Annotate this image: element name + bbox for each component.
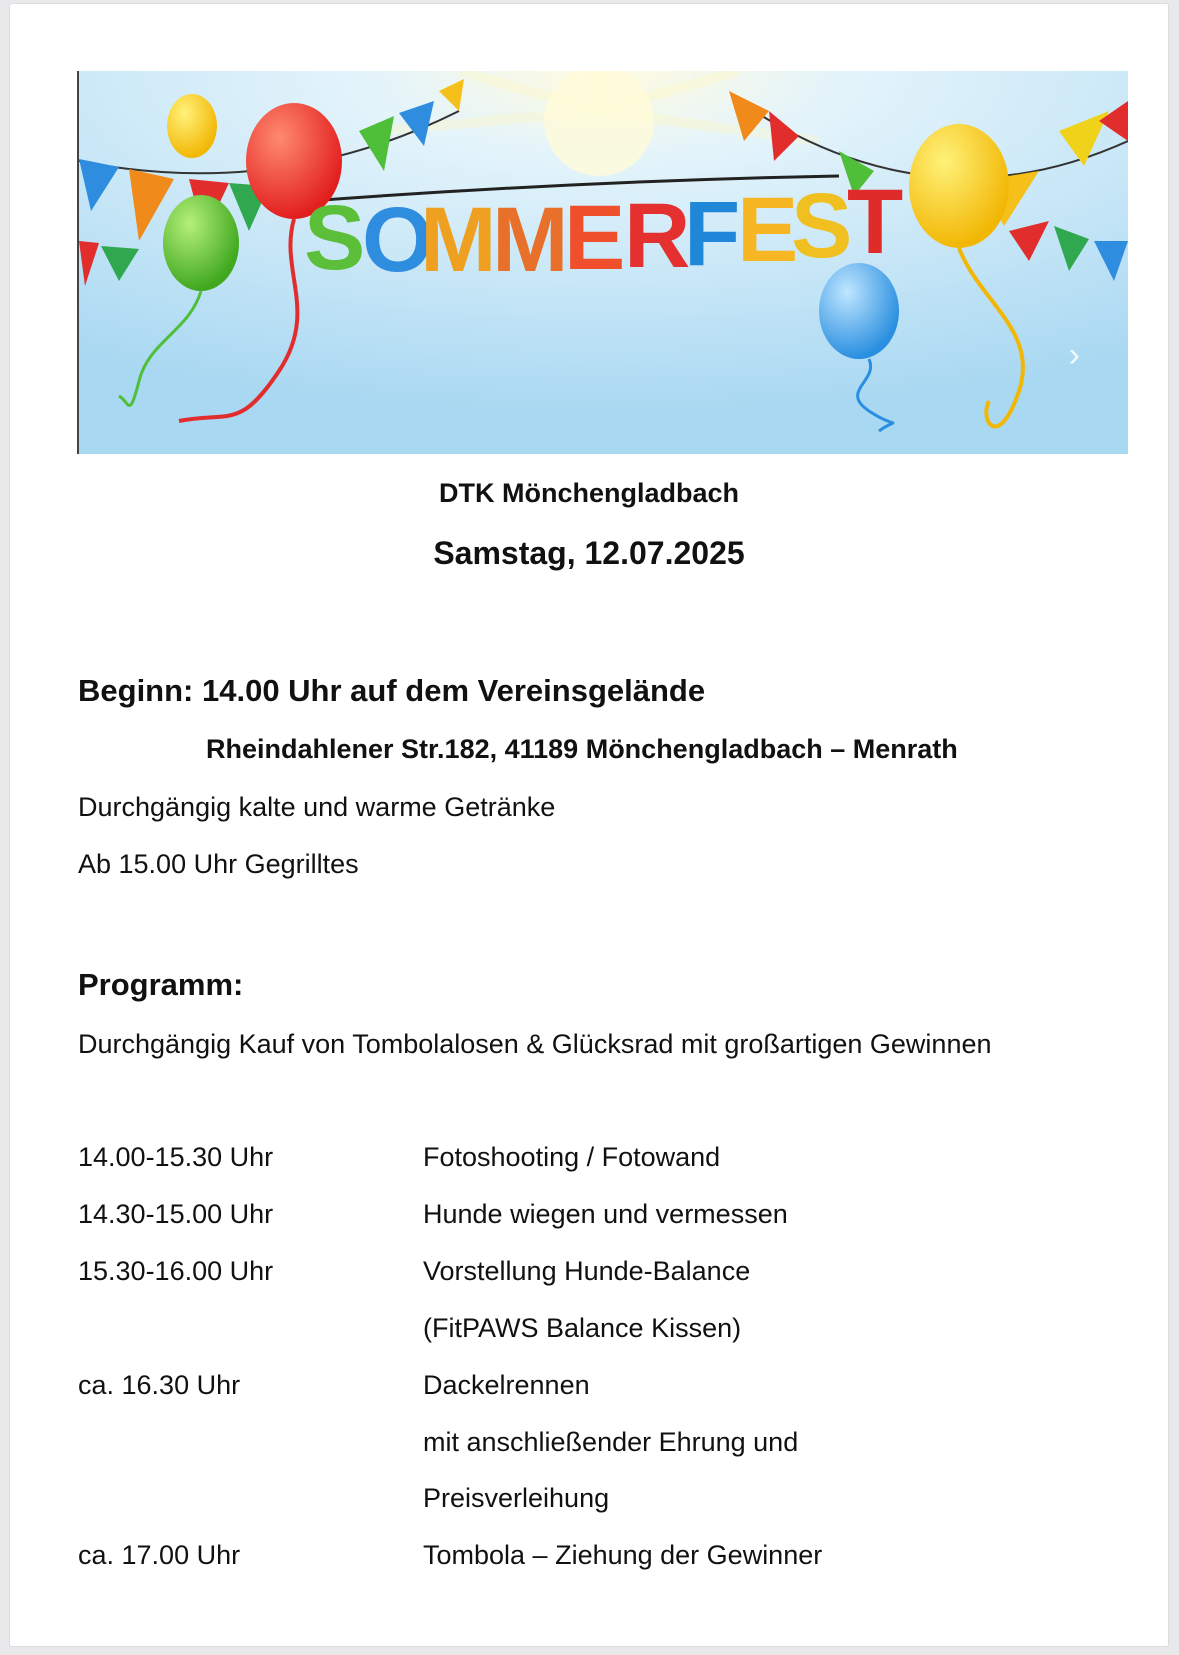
organisation-name: DTK Mönchengladbach: [438, 478, 739, 508]
schedule-activity-detail: Preisverleihung: [423, 1483, 610, 1513]
grill-info: Ab 15.00 Uhr Gegrilltes: [78, 849, 359, 879]
venue-address: Rheindahlener Str.182, 41189 Mönchengladbach – Menrath: [206, 734, 958, 764]
begin-time: Beginn: 14.00 Uhr auf dem Vereinsgelände: [78, 673, 706, 708]
schedule-time: 14.00-15.30 Uhr: [78, 1142, 274, 1172]
schedule-activity: Vorstellung Hunde-Balance: [423, 1256, 751, 1286]
chevron-right-icon[interactable]: ›: [1068, 336, 1080, 374]
schedule-activity: Dackelrennen: [423, 1370, 590, 1400]
schedule-time: 14.30-15.00 Uhr: [78, 1199, 274, 1229]
title-letter: M: [492, 189, 569, 291]
schedule-activity-detail: mit anschließender Ehrung und: [423, 1427, 799, 1457]
title-letter: E: [564, 187, 626, 289]
schedule-time: 15.30-16.00 Uhr: [78, 1256, 274, 1286]
title-letter: T: [847, 171, 904, 273]
schedule-activity-detail: (FitPAWS Balance Kissen): [423, 1313, 742, 1343]
program-title: Programm:: [78, 967, 244, 1002]
flyer-page: [10, 4, 1168, 1646]
title-letter: R: [624, 185, 691, 287]
title-letter: S: [791, 175, 853, 277]
schedule-time: ca. 17.00 Uhr: [78, 1540, 241, 1570]
schedule-activity: Tombola – Ziehung der Gewinner: [423, 1540, 823, 1570]
raffle-info: Durchgängig Kauf von Tombolalosen & Glücksrad mit großartigen Gewinnen: [78, 1029, 992, 1059]
title-letter: M: [420, 189, 497, 291]
sommerfest-title: [304, 171, 903, 291]
title-letter: F: [684, 183, 741, 285]
schedule-activity: Fotoshooting / Fotowand: [423, 1142, 721, 1172]
schedule-activity: Hunde wiegen und vermessen: [423, 1199, 788, 1229]
schedule-time: ca. 16.30 Uhr: [78, 1370, 241, 1400]
title-letter: E: [737, 179, 799, 281]
event-date: Samstag, 12.07.2025: [433, 535, 745, 571]
sommerfest-banner: [77, 71, 1128, 454]
banner-illustration: [79, 71, 1128, 454]
title-letter: O: [362, 189, 434, 291]
title-letter: S: [304, 187, 366, 289]
drinks-info: Durchgängig kalte und warme Getränke: [78, 792, 556, 822]
